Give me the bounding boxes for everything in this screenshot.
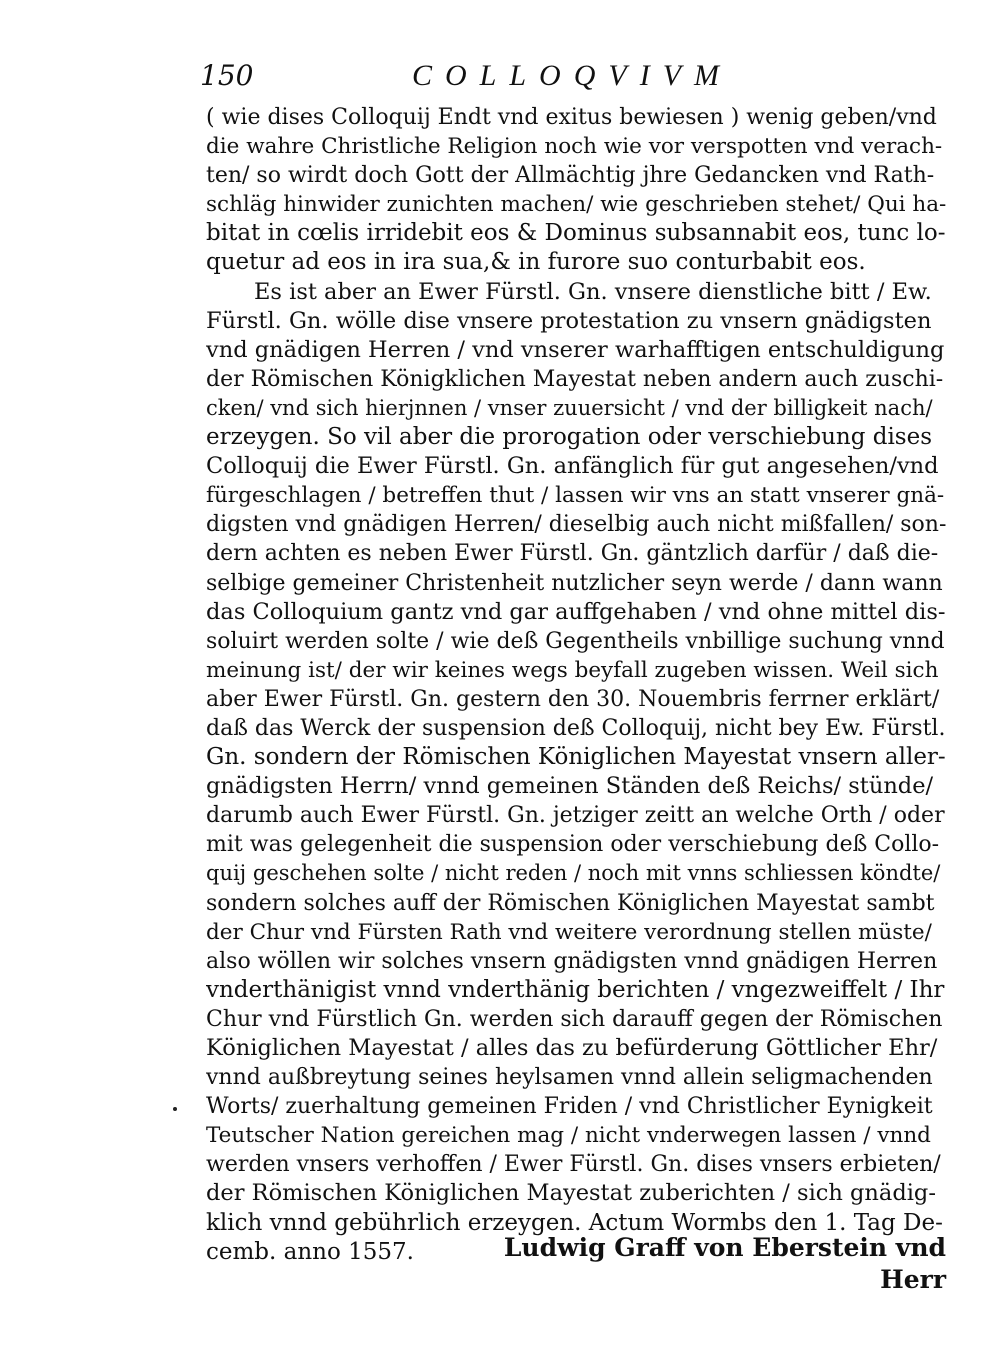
text-line: Es ist aber an Ewer Fürstl. Gn. vnsere dienstliche bitt / Ew. — [254, 278, 932, 305]
running-title: COLLOQVIVM — [412, 59, 733, 92]
text-line: Chur vnd Fürstlich Gn. werden sich darauff gegen der Römischen — [206, 1006, 943, 1032]
text-line: fürgeschlagen / betreffen thut / lassen wir vns an statt vnserer gnä- — [206, 483, 945, 509]
text-line: der Römischen Königlichen Mayestat zuberichten / sich gnädig- — [206, 1180, 936, 1207]
text-line: also wöllen wir solches vnsern gnädigsten vnnd gnädigen Herren — [206, 948, 938, 974]
text-line: daß das Werck der suspension deß Colloquij, nicht bey Ew. Fürstl. — [206, 715, 946, 741]
margin-mark — [173, 1107, 177, 1111]
text-line: cemb. anno 1557. — [206, 1238, 414, 1265]
text-line: gnädigsten Herrn/ vnnd gemeinen Ständen deß Reichs/ stünde/ — [206, 773, 934, 800]
text-line: sondern solches auff der Römischen Königlichen Mayestat sambt — [206, 890, 935, 916]
text-line: selbige gemeiner Christenheit nutzlicher seyn werde / dann wann — [206, 570, 943, 596]
text-line: digsten vnd gnädigen Herren/ dieselbig auch nicht mißfallen/ son- — [206, 512, 946, 538]
text-line: ( wie dises Colloquij Endt vnd exitus bewiesen ) wenig geben/vnd — [206, 105, 937, 130]
text-line: der Chur vnd Fürsten Rath vnd weitere verordnung stellen müste/ — [206, 919, 932, 945]
text-line: mit was gelegenheit die suspension oder verschiebung deß Collo- — [206, 832, 940, 858]
text-line: schläg hinwider zunichten machen/ wie geschrieben stehet/ Qui ha- — [206, 192, 946, 218]
signature-block — [504, 1232, 946, 1296]
text-line: quetur ad eos in ira sua,& in furore suo conturbabit eos. — [206, 249, 866, 276]
text-line: Gn. sondern der Römischen Königlichen Mayestat vnsern aller- — [206, 744, 946, 771]
signature-line: Ludwig Graff von Eberstein vnd — [503, 1233, 946, 1262]
text-line: werden vnsers verhoffen / Ewer Fürstl. Gn. dises vnsers erbieten/ — [206, 1152, 941, 1178]
text-line: Teutscher Nation gereichen mag / nicht vnderwegen lassen / vnnd — [206, 1123, 931, 1149]
page-header — [200, 58, 760, 98]
text-line: Königlichen Mayestat / alles das zu befürderung Göttlicher Ehr/ — [206, 1035, 938, 1061]
text-line: dern achten es neben Ewer Fürstl. Gn. gäntzlich darfür / daß die- — [206, 541, 939, 567]
text-line: quij geschehen solte / nicht reden / noch mit vnns schliessen köndte/ — [206, 861, 941, 886]
text-line: vnnd außbreytung seines heylsamen vnnd allein seligmachenden — [206, 1065, 933, 1091]
text-line: klich vnnd gebührlich erzeygen. Actum Wormbs den 1. Tag De- — [206, 1209, 943, 1236]
text-line: aber Ewer Fürstl. Gn. gestern den 30. Nouembris ferrner erklärt/ — [206, 686, 940, 712]
text-line: cken/ vnd sich hierjnnen / vnser zuuersicht / vnd der billigkeit nach/ — [206, 395, 933, 420]
text-line: Worts/ zuerhaltung gemeinen Friden / vnd Christlicher Eynigkeit — [206, 1094, 933, 1120]
text-line: das Colloquium gantz vnd gar auffgehaben / vnd ohne mittel dis- — [206, 598, 946, 625]
text-line: der Römischen Königklichen Mayestat neben andern auch zuschi- — [206, 366, 944, 392]
body-text — [206, 103, 946, 1267]
text-line: Colloquij die Ewer Fürstl. Gn. anfänglich für gut angesehen/vnd — [206, 453, 939, 480]
text-line: bitat in cœlis irridebit eos & Dominus subsannabit eos, tunc lo- — [206, 220, 946, 247]
text-line: ten/ so wirdt doch Gott der Allmächtig jhre Gedancken vnd Rath- — [206, 163, 935, 189]
text-line: vnd gnädigen Herren / vnd vnserer warhafftigen entschuldigung — [206, 336, 945, 363]
text-line: soluirt werden solte / wie deß Gegentheils vnbillige suchung vnnd — [206, 628, 945, 654]
text-line: erzeygen. So vil aber die prorogation oder verschiebung dises — [206, 424, 933, 451]
text-line: die wahre Christliche Religion noch wie vor verspotten vnd verach- — [206, 134, 943, 160]
text-line: vnderthänigist vnnd vnderthänig berichten / vngezweiffelt / Ihr — [206, 976, 945, 1003]
text-line: darumb auch Ewer Fürstl. Gn. jetziger zeitt an welche Orth / oder — [206, 803, 945, 829]
text-line: meinung ist/ der wir keines wegs beyfall zugeben wissen. Weil sich — [206, 657, 939, 683]
signature-line: Herr — [880, 1265, 946, 1294]
text-line: Fürstl. Gn. wölle dise vnsere protestation zu vnsern gnädigsten — [206, 307, 932, 334]
page-number: 150 — [200, 59, 254, 92]
